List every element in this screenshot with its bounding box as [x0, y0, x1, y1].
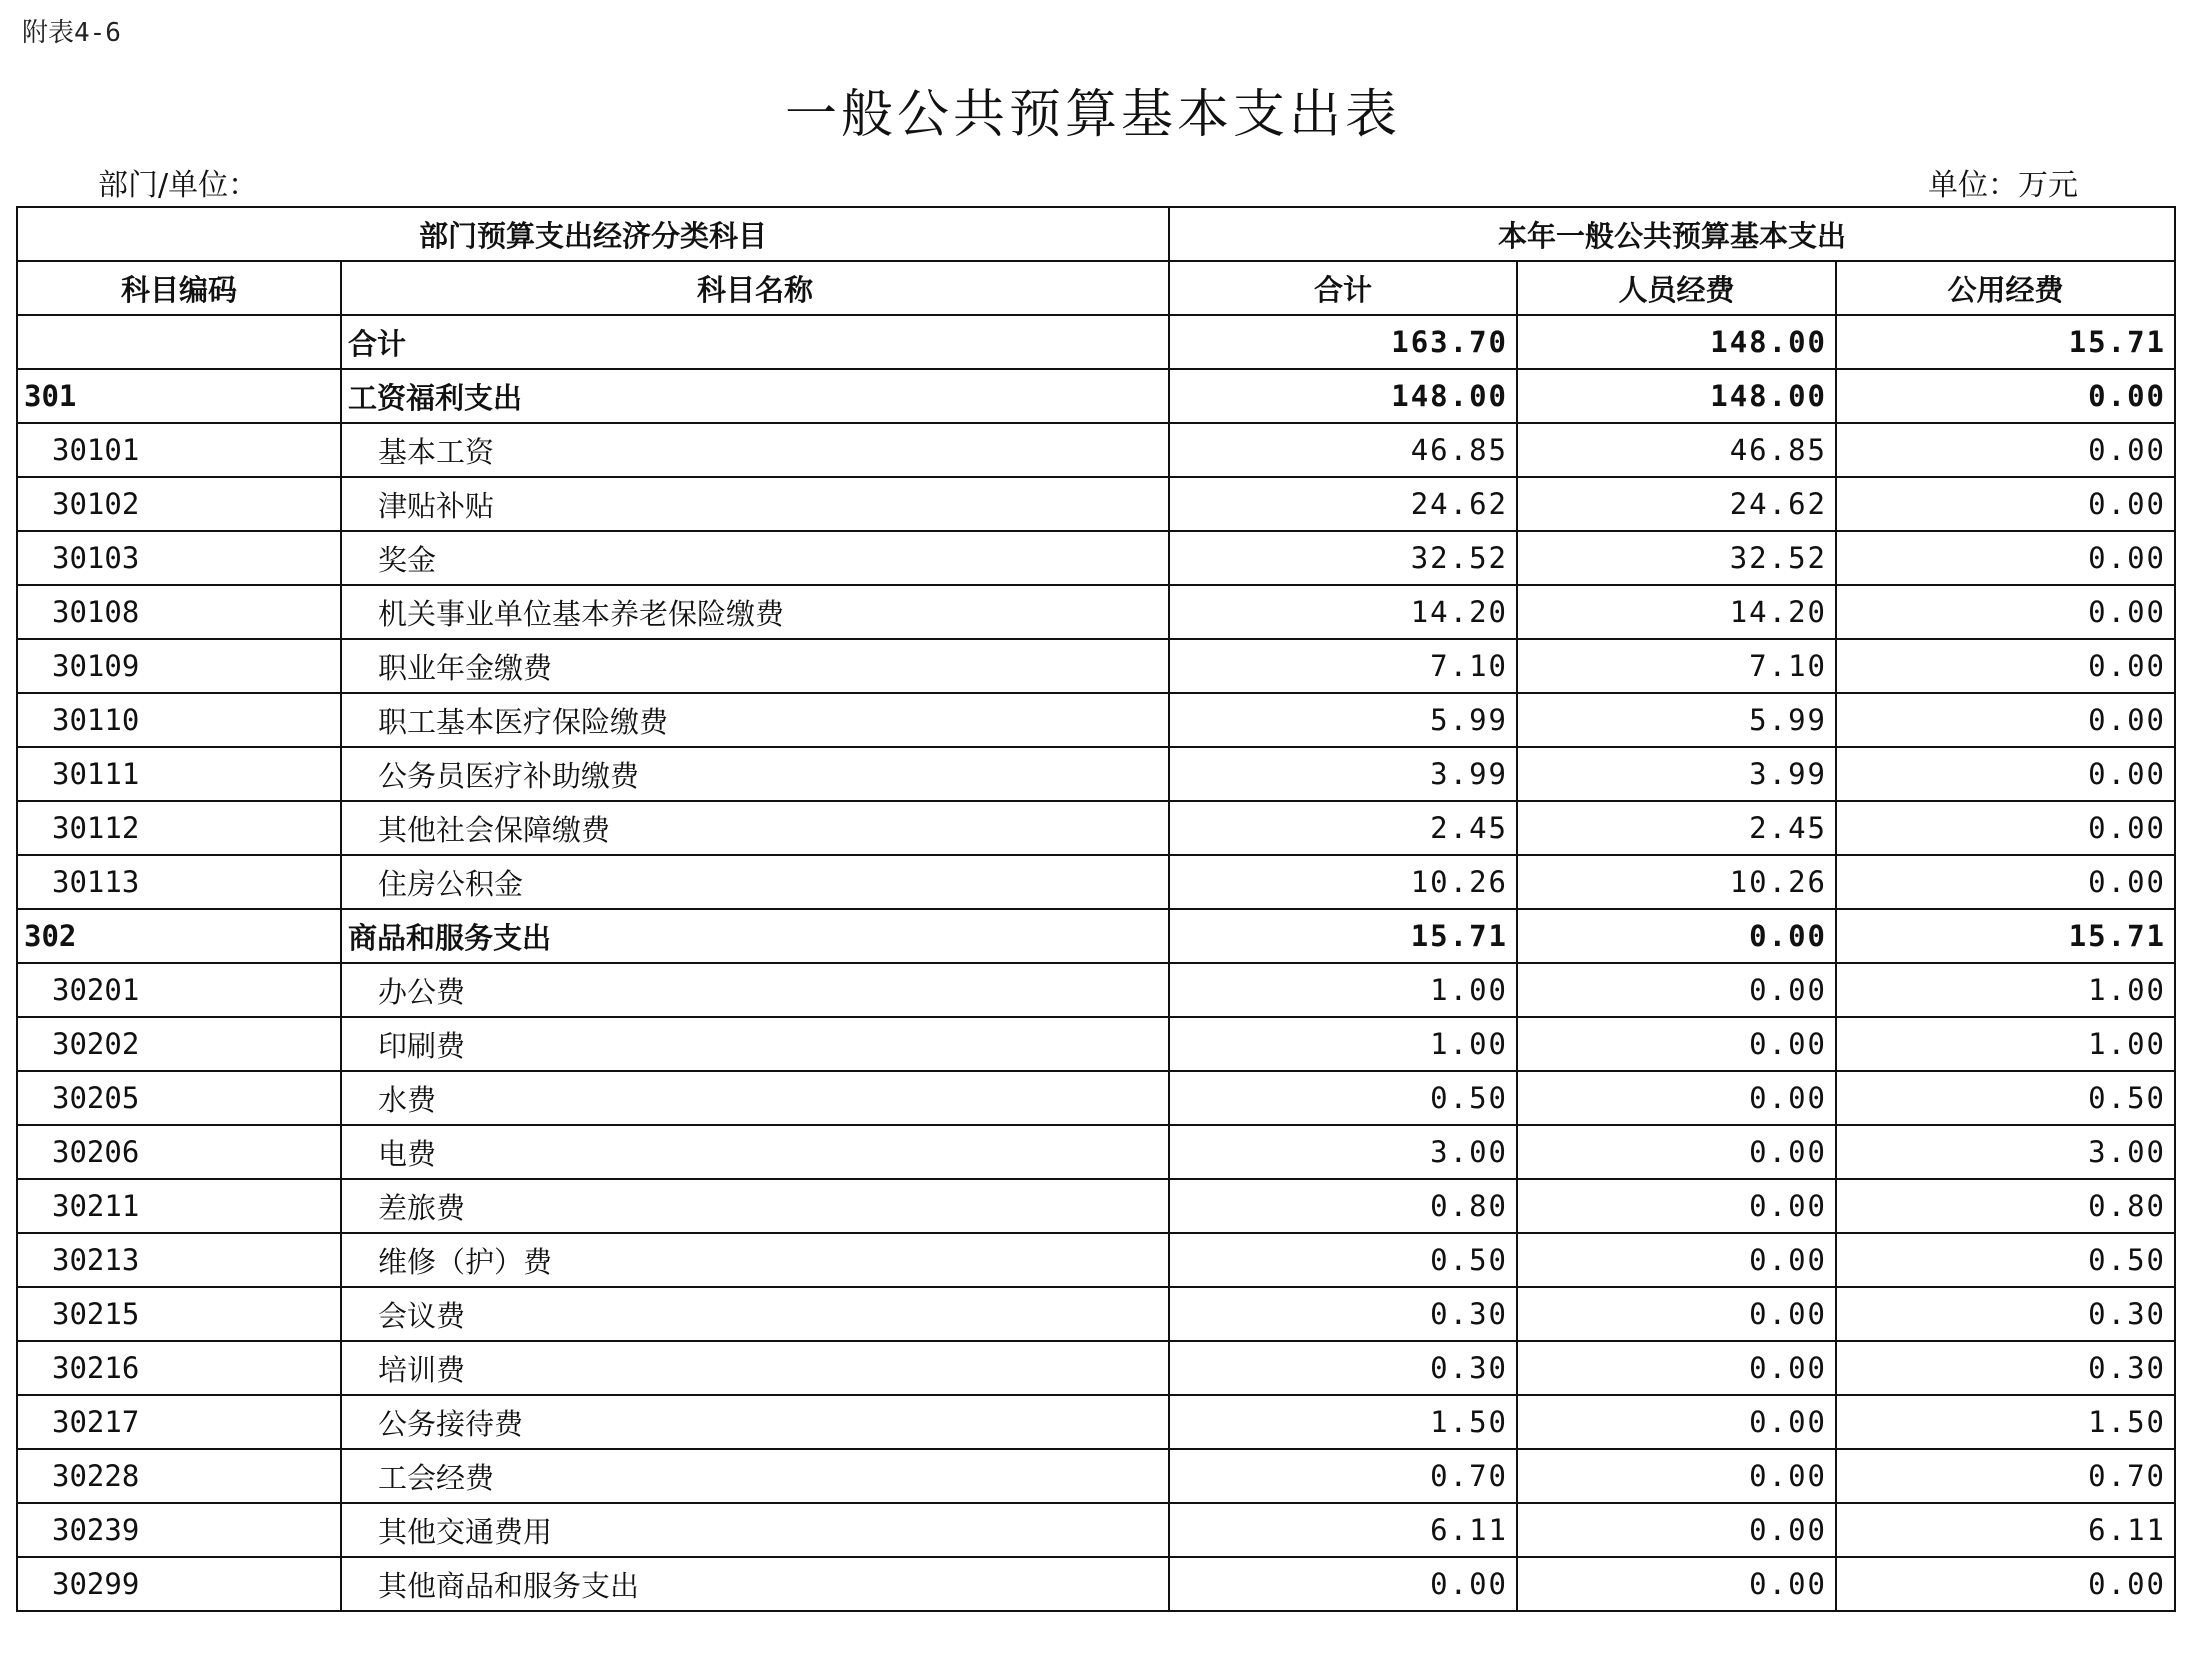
row-personnel: 0.00: [1517, 1287, 1836, 1341]
row-public: 15.71: [1836, 315, 2175, 369]
table-row: [17, 1341, 2175, 1395]
row-name: 合计: [341, 315, 1169, 369]
row-personnel: 0.00: [1517, 1503, 1836, 1557]
table-row: [17, 1125, 2175, 1179]
row-public: 0.00: [1836, 585, 2175, 639]
column-header-total: 合计: [1169, 261, 1517, 315]
row-name: 电费: [341, 1125, 1169, 1179]
column-header-public: 公用经费: [1836, 261, 2175, 315]
row-personnel: 0.00: [1517, 963, 1836, 1017]
row-total: 46.85: [1169, 423, 1517, 477]
row-code: 30239: [17, 1503, 341, 1557]
department-label: 部门/单位：: [98, 168, 259, 203]
row-name: 会议费: [341, 1287, 1169, 1341]
row-code: 30228: [17, 1449, 341, 1503]
row-name: 公务接待费: [341, 1395, 1169, 1449]
row-name: 商品和服务支出: [341, 909, 1169, 963]
row-total: 163.70: [1169, 315, 1517, 369]
row-code: [17, 315, 341, 369]
row-public: 0.70: [1836, 1449, 2175, 1503]
table-row: [17, 909, 2175, 963]
row-code: 30108: [17, 585, 341, 639]
table-row: [17, 1395, 2175, 1449]
row-personnel: 148.00: [1517, 369, 1836, 423]
row-code: 30217: [17, 1395, 341, 1449]
row-public: 0.00: [1836, 369, 2175, 423]
row-total: 15.71: [1169, 909, 1517, 963]
row-total: 7.10: [1169, 639, 1517, 693]
row-name: 印刷费: [341, 1017, 1169, 1071]
row-code: 30202: [17, 1017, 341, 1071]
table-row: [17, 1449, 2175, 1503]
row-code: 30216: [17, 1341, 341, 1395]
row-personnel: 14.20: [1517, 585, 1836, 639]
table-row: [17, 477, 2175, 531]
row-code: 302: [17, 909, 341, 963]
row-code: 30109: [17, 639, 341, 693]
row-personnel: 0.00: [1517, 1395, 1836, 1449]
row-total: 1.00: [1169, 1017, 1517, 1071]
table-row: [17, 369, 2175, 423]
table-row: [17, 855, 2175, 909]
row-personnel: 10.26: [1517, 855, 1836, 909]
row-total: 0.80: [1169, 1179, 1517, 1233]
row-personnel: 0.00: [1517, 1557, 1836, 1611]
table-row: [17, 1503, 2175, 1557]
row-public: 0.00: [1836, 855, 2175, 909]
row-code: 301: [17, 369, 341, 423]
row-code: 30102: [17, 477, 341, 531]
row-name: 基本工资: [341, 423, 1169, 477]
row-public: 0.80: [1836, 1179, 2175, 1233]
row-total: 24.62: [1169, 477, 1517, 531]
table-row: [17, 1179, 2175, 1233]
row-personnel: 0.00: [1517, 909, 1836, 963]
attachment-label: 附表4-6: [22, 18, 121, 48]
row-total: 0.50: [1169, 1071, 1517, 1125]
row-public: 6.11: [1836, 1503, 2175, 1557]
row-public: 0.30: [1836, 1341, 2175, 1395]
row-public: 1.00: [1836, 1017, 2175, 1071]
row-personnel: 3.99: [1517, 747, 1836, 801]
page-title: 一般公共预算基本支出表: [784, 85, 1401, 145]
row-name: 津贴补贴: [341, 477, 1169, 531]
row-total: 0.30: [1169, 1287, 1517, 1341]
table-row: [17, 1017, 2175, 1071]
row-name: 其他社会保障缴费: [341, 801, 1169, 855]
row-total: 1.00: [1169, 963, 1517, 1017]
row-public: 0.00: [1836, 747, 2175, 801]
row-code: 30213: [17, 1233, 341, 1287]
row-personnel: 0.00: [1517, 1179, 1836, 1233]
row-name: 工资福利支出: [341, 369, 1169, 423]
row-total: 32.52: [1169, 531, 1517, 585]
row-total: 3.99: [1169, 747, 1517, 801]
row-code: 30299: [17, 1557, 341, 1611]
row-total: 1.50: [1169, 1395, 1517, 1449]
row-personnel: 0.00: [1517, 1017, 1836, 1071]
row-name: 其他商品和服务支出: [341, 1557, 1169, 1611]
table-row: [17, 693, 2175, 747]
row-code: 30112: [17, 801, 341, 855]
row-total: 14.20: [1169, 585, 1517, 639]
row-public: 0.00: [1836, 423, 2175, 477]
row-total: 3.00: [1169, 1125, 1517, 1179]
row-public: 0.00: [1836, 531, 2175, 585]
row-personnel: 32.52: [1517, 531, 1836, 585]
row-name: 公务员医疗补助缴费: [341, 747, 1169, 801]
table-row: [17, 423, 2175, 477]
row-public: 0.50: [1836, 1233, 2175, 1287]
table-row: [17, 963, 2175, 1017]
row-public: 0.00: [1836, 801, 2175, 855]
row-code: 30205: [17, 1071, 341, 1125]
row-personnel: 5.99: [1517, 693, 1836, 747]
table-row: [17, 1287, 2175, 1341]
row-public: 1.50: [1836, 1395, 2175, 1449]
table-row: [17, 1557, 2175, 1611]
row-code: 30215: [17, 1287, 341, 1341]
row-total: 0.00: [1169, 1557, 1517, 1611]
column-header-code: 科目编码: [17, 261, 341, 315]
row-total: 148.00: [1169, 369, 1517, 423]
table-row: [17, 585, 2175, 639]
row-public: 0.30: [1836, 1287, 2175, 1341]
row-personnel: 0.00: [1517, 1233, 1836, 1287]
table-row: [17, 315, 2175, 369]
column-header-personnel: 人员经费: [1517, 261, 1836, 315]
row-name: 差旅费: [341, 1179, 1169, 1233]
row-public: 1.00: [1836, 963, 2175, 1017]
row-personnel: 148.00: [1517, 315, 1836, 369]
row-code: 30201: [17, 963, 341, 1017]
row-personnel: 2.45: [1517, 801, 1836, 855]
row-public: 0.50: [1836, 1071, 2175, 1125]
table-row: [17, 1233, 2175, 1287]
row-total: 5.99: [1169, 693, 1517, 747]
column-header-row: [17, 261, 2175, 315]
row-public: 0.00: [1836, 1557, 2175, 1611]
table-row: [17, 531, 2175, 585]
row-personnel: 0.00: [1517, 1341, 1836, 1395]
row-code: 30211: [17, 1179, 341, 1233]
table-row: [17, 1071, 2175, 1125]
row-code: 30110: [17, 693, 341, 747]
row-code: 30101: [17, 423, 341, 477]
row-name: 奖金: [341, 531, 1169, 585]
row-total: 0.50: [1169, 1233, 1517, 1287]
row-total: 2.45: [1169, 801, 1517, 855]
row-name: 住房公积金: [341, 855, 1169, 909]
row-code: 30206: [17, 1125, 341, 1179]
table-row: [17, 639, 2175, 693]
group-header-row: [17, 207, 2175, 261]
row-personnel: 0.00: [1517, 1071, 1836, 1125]
row-name: 办公费: [341, 963, 1169, 1017]
row-public: 0.00: [1836, 477, 2175, 531]
row-code: 30113: [17, 855, 341, 909]
row-public: 3.00: [1836, 1125, 2175, 1179]
row-personnel: 46.85: [1517, 423, 1836, 477]
row-total: 6.11: [1169, 1503, 1517, 1557]
row-name: 维修（护）费: [341, 1233, 1169, 1287]
row-personnel: 0.00: [1517, 1449, 1836, 1503]
row-name: 机关事业单位基本养老保险缴费: [341, 585, 1169, 639]
row-name: 水费: [341, 1071, 1169, 1125]
row-public: 15.71: [1836, 909, 2175, 963]
row-personnel: 7.10: [1517, 639, 1836, 693]
unit-label: 单位：万元: [1928, 168, 2078, 203]
column-header-name: 科目名称: [341, 261, 1169, 315]
row-code: 30111: [17, 747, 341, 801]
row-total: 10.26: [1169, 855, 1517, 909]
row-name: 其他交通费用: [341, 1503, 1169, 1557]
row-personnel: 24.62: [1517, 477, 1836, 531]
row-code: 30103: [17, 531, 341, 585]
group-header-right: 本年一般公共预算基本支出: [1169, 207, 2175, 261]
row-total: 0.70: [1169, 1449, 1517, 1503]
row-personnel: 0.00: [1517, 1125, 1836, 1179]
row-name: 工会经费: [341, 1449, 1169, 1503]
row-name: 职工基本医疗保险缴费: [341, 693, 1169, 747]
group-header-left: 部门预算支出经济分类科目: [17, 207, 1169, 261]
row-name: 职业年金缴费: [341, 639, 1169, 693]
table-row: [17, 747, 2175, 801]
row-total: 0.30: [1169, 1341, 1517, 1395]
table-row: [17, 801, 2175, 855]
row-name: 培训费: [341, 1341, 1169, 1395]
budget-table: [16, 206, 2176, 1612]
row-public: 0.00: [1836, 693, 2175, 747]
row-public: 0.00: [1836, 639, 2175, 693]
